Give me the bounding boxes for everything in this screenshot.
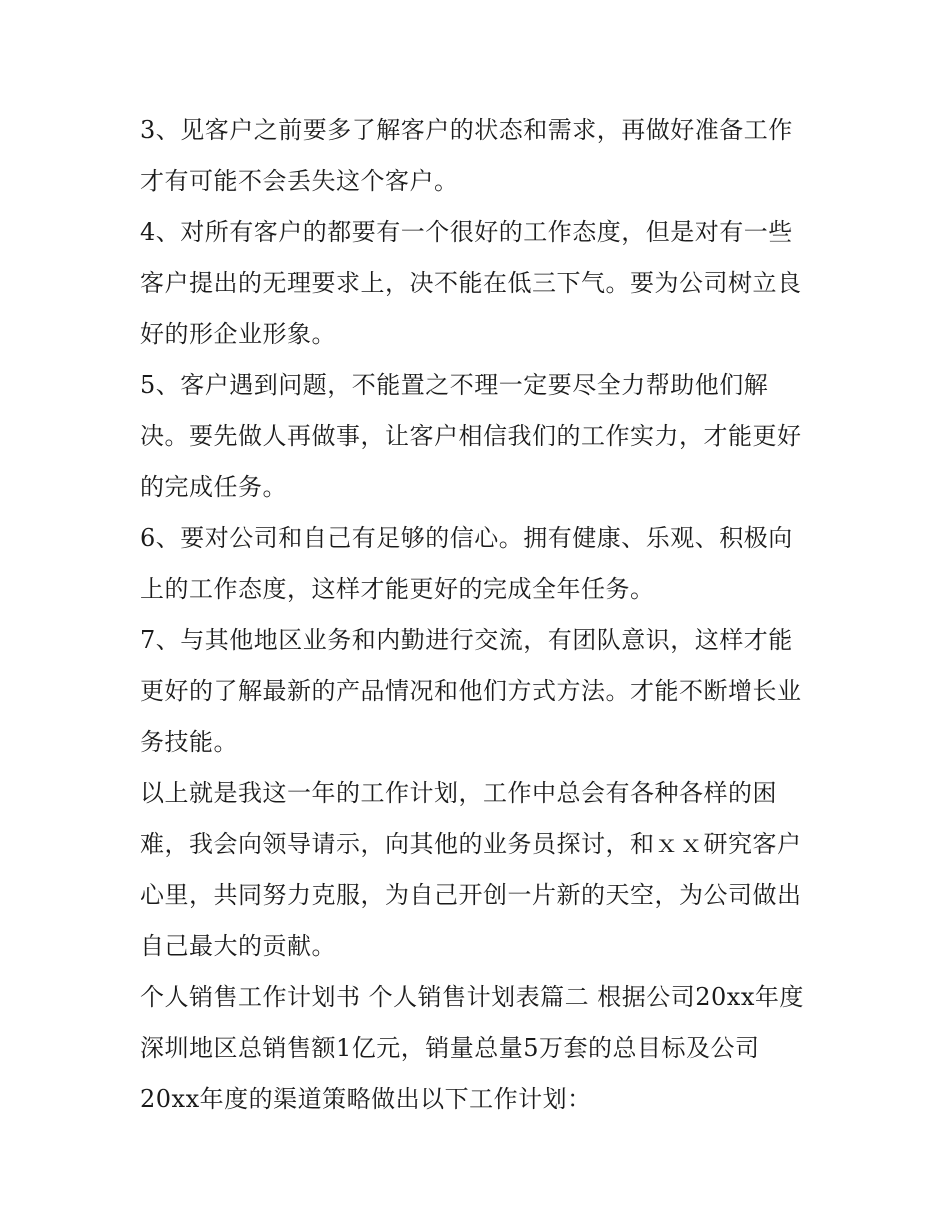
text-line: 务技能。	[140, 728, 238, 756]
text-line: 以上就是我这一年的工作计划，工作中总会有各种各样的困	[140, 779, 777, 807]
text-line: 5、客户遇到问题，不能置之不理一定要尽全力帮助他们解	[140, 371, 769, 399]
text-line: 个人销售工作计划书 个人销售计划表篇二 根据公司20xx年度	[140, 983, 804, 1011]
text-line: 的完成任务。	[140, 473, 287, 501]
text-line: 自己最大的贡献。	[140, 932, 336, 960]
text-line: 客户提出的无理要求上，决不能在低三下气。要为公司树立良	[140, 269, 802, 297]
text-line: 6、要对公司和自己有足够的信心。拥有健康、乐观、积极向	[140, 524, 793, 552]
document-body	[140, 105, 820, 1125]
text-line: 7、与其他地区业务和内勤进行交流，有团队意识，这样才能	[140, 626, 793, 654]
text-line: 3、见客户之前要多了解客户的状态和需求，再做好准备工作	[140, 116, 793, 144]
text-line: 好的形企业形象。	[140, 320, 336, 348]
text-line: 难，我会向领导请示，向其他的业务员探讨，和ｘｘ研究客户	[140, 830, 802, 858]
text-line: 更好的了解最新的产品情况和他们方式方法。才能不断增长业	[140, 677, 802, 705]
text-line: 20xx年度的渠道策略做出以下工作计划：	[140, 1085, 592, 1113]
text-line: 决。要先做人再做事，让客户相信我们的工作实力，才能更好	[140, 422, 802, 450]
text-line: 深圳地区总销售额1亿元，销量总量5万套的总目标及公司	[140, 1034, 760, 1062]
text-line: 心里，共同努力克服，为自己开创一片新的天空，为公司做出	[140, 881, 802, 909]
text-line: 4、对所有客户的都要有一个很好的工作态度，但是对有一些	[140, 218, 793, 246]
text-line: 上的工作态度，这样才能更好的完成全年任务。	[140, 575, 655, 603]
text-line: 才有可能不会丢失这个客户。	[140, 167, 459, 195]
